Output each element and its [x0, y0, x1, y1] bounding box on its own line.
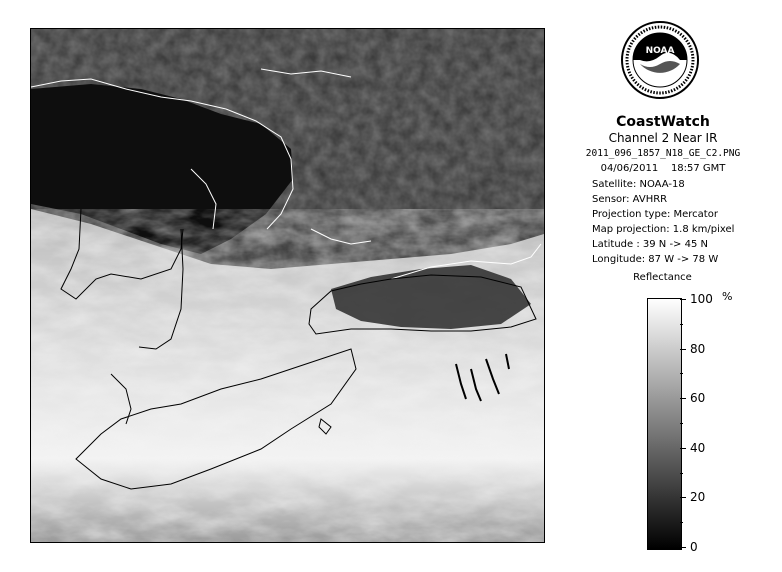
cloud-texture — [31, 209, 544, 542]
colorbar-tick — [680, 547, 686, 548]
colorbar-tick-label: 20 — [690, 490, 706, 504]
map-projection-line: Map projection: 1.8 km/pixel — [592, 224, 735, 235]
acquisition-date: 04/06/2011 — [600, 163, 659, 174]
colorbar-tick-label: 60 — [690, 391, 706, 405]
colorbar-tick — [680, 398, 686, 399]
colorbar-minor-tick — [680, 522, 683, 523]
colorbar-tick — [680, 299, 686, 300]
colorbar-tick-label: 100 — [690, 292, 713, 306]
acquisition-datetime — [560, 161, 766, 176]
longitude-line: Longitude: 87 W -> 78 W — [592, 254, 719, 265]
colorbar — [647, 298, 682, 550]
colorbar-tick-label: 40 — [690, 441, 706, 455]
satellite-image — [31, 29, 544, 542]
noaa-logo — [620, 20, 700, 100]
colorbar-tick — [680, 349, 686, 350]
colorbar-tick — [680, 448, 686, 449]
file-name: 2011_096_1857_N18_GE_C2.PNG — [585, 148, 741, 159]
colorbar-title: Reflectance — [633, 272, 692, 283]
colorbar-unit: % — [722, 290, 733, 303]
colorbar-tick-label: 80 — [690, 342, 706, 356]
colorbar-tick — [680, 497, 686, 498]
noaa-logo-label: NOAA — [645, 46, 675, 56]
satellite-map — [30, 28, 545, 543]
colorbar-tick-label: 0 — [690, 540, 698, 554]
metadata-list — [592, 177, 772, 267]
product-name: Channel 2 Near IR — [608, 131, 718, 145]
acquisition-time: 18:57 GMT — [670, 163, 726, 174]
info-panel — [560, 114, 766, 176]
projection-type-line: Projection type: Mercator — [592, 209, 718, 220]
colorbar-minor-tick — [680, 473, 683, 474]
sensor-line: Sensor: AVHRR — [592, 194, 668, 205]
colorbar-minor-tick — [680, 373, 683, 374]
satellite-line: Satellite: NOAA-18 — [592, 179, 685, 190]
colorbar-minor-tick — [680, 423, 683, 424]
colorbar-minor-tick — [680, 324, 683, 325]
latitude-line: Latitude : 39 N -> 45 N — [592, 239, 708, 250]
brand-title: CoastWatch — [616, 114, 710, 130]
